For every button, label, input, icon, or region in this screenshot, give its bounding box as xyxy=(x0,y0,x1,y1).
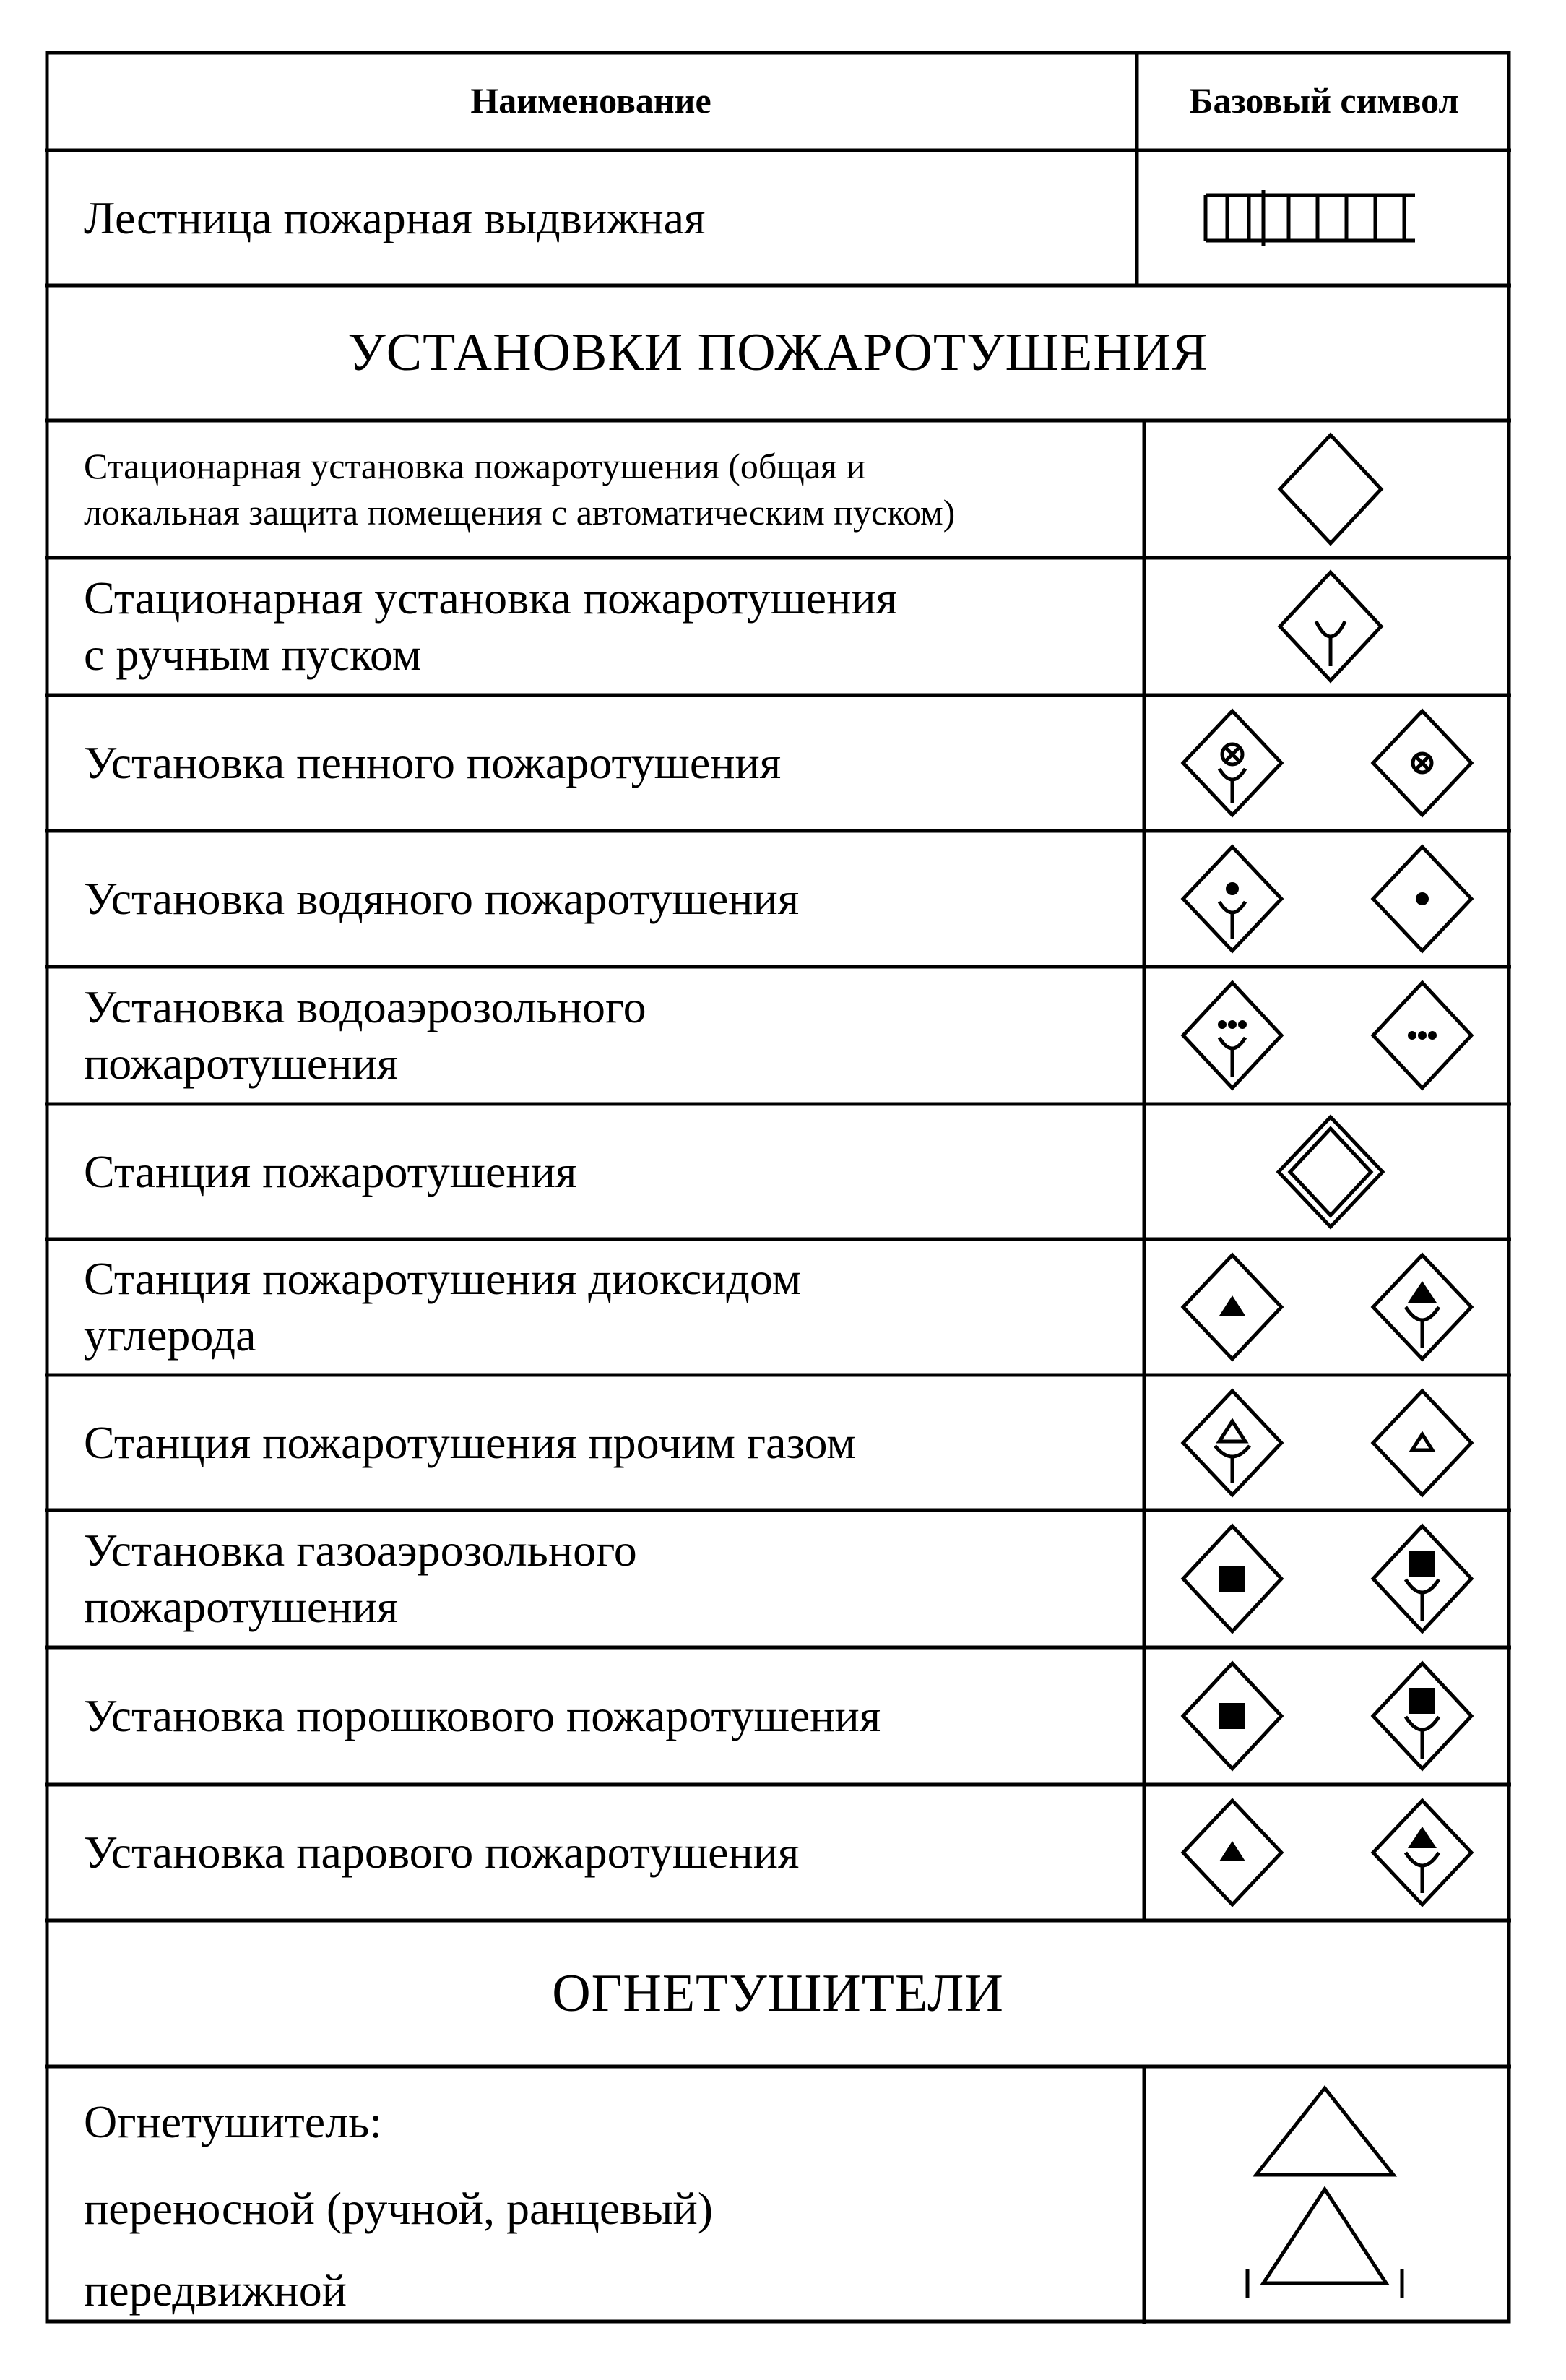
diamond-water-aerosol-icon xyxy=(1373,983,1471,1088)
row-name-station: Станция пожаротушения xyxy=(84,1145,577,1197)
row-name-line: Станция пожаротушения диоксидом xyxy=(84,1253,802,1304)
symbol-table xyxy=(45,51,1511,2324)
column-header-symbol: Базовый символ xyxy=(1189,80,1459,121)
row-name-line: Установка водоаэрозольного xyxy=(84,981,646,1032)
row-name-line: Стационарная установка пожаротушения (общая и xyxy=(84,446,866,486)
row-name-foam: Установка пенного пожаротушения xyxy=(84,737,782,788)
row-name-line: локальная защита помещения с автоматическим пуском) xyxy=(84,492,956,533)
column-header-name: Наименование xyxy=(470,80,711,121)
diamond-water-icon xyxy=(1373,847,1471,951)
diamond-gas-aerosol-icon xyxy=(1183,1526,1281,1631)
ladder-icon xyxy=(1137,150,1511,285)
diamond-icon xyxy=(1144,421,1511,558)
section-title-extinguishers: ОГНЕТУШИТЕЛИ xyxy=(552,1963,1004,2023)
row-name-line: Установка газоаэрозольного xyxy=(84,1525,637,1576)
row-name-water: Установка водяного пожаротушения xyxy=(84,873,800,924)
row-name-line: с ручным пуском xyxy=(84,629,422,680)
diamond-steam-icon xyxy=(1183,1801,1281,1905)
row-name-other-gas: Станция пожаротушения прочим газом xyxy=(84,1416,856,1468)
row-name-powder: Установка порошкового пожаротушения xyxy=(84,1690,881,1741)
diamond-gas-manual-icon xyxy=(1183,1391,1281,1495)
diamond-co2-icon xyxy=(1183,1255,1281,1359)
diamond-steam-manual-icon xyxy=(1373,1801,1471,1905)
triangle-icon xyxy=(1256,2088,1393,2175)
row-name-line: пожаротушения xyxy=(84,1038,399,1089)
row-name-steam: Установка парового пожаротушения xyxy=(84,1827,800,1878)
extinguisher-portable-label: переносной (ручной, ранцевый) xyxy=(84,2183,714,2234)
row-name-stationary-auto xyxy=(45,421,1144,558)
diamond-water-manual-icon xyxy=(1183,847,1281,951)
row-name-ladder: Лестница пожарная выдвижная xyxy=(84,191,706,243)
row-name-stationary-manual xyxy=(45,558,1144,695)
section-title-installations: УСТАНОВКИ ПОЖАРОТУШЕНИЯ xyxy=(347,323,1208,382)
diamond-powder-manual-icon xyxy=(1373,1663,1471,1769)
extinguisher-label: Огнетушитель: xyxy=(84,2096,383,2147)
row-name-line: Стационарная установка пожаротушения xyxy=(84,572,897,624)
row-name-line: углерода xyxy=(84,1309,256,1361)
diamond-foam-manual-icon xyxy=(1183,711,1281,815)
diamond-powder-icon xyxy=(1183,1663,1281,1769)
diamond-water-aerosol-manual-icon xyxy=(1183,983,1281,1088)
row-name-water-aerosol xyxy=(45,967,1144,1104)
diamond-gas-aerosol-manual-icon xyxy=(1373,1526,1471,1631)
row-name-co2 xyxy=(45,1239,1144,1375)
diamond-co2-manual-icon xyxy=(1373,1255,1471,1359)
diamond-foam-icon xyxy=(1373,711,1471,815)
extinguisher-mobile-label: передвижной xyxy=(84,2264,347,2316)
row-name-gas-aerosol xyxy=(45,1510,1144,1647)
diamond-gas-icon xyxy=(1373,1391,1471,1495)
diamond-manual-icon xyxy=(1144,558,1511,695)
triangle-wheeled-icon xyxy=(1247,2189,1402,2298)
double-diamond-icon xyxy=(1144,1104,1511,1239)
row-name-line: пожаротушения xyxy=(84,1581,399,1632)
